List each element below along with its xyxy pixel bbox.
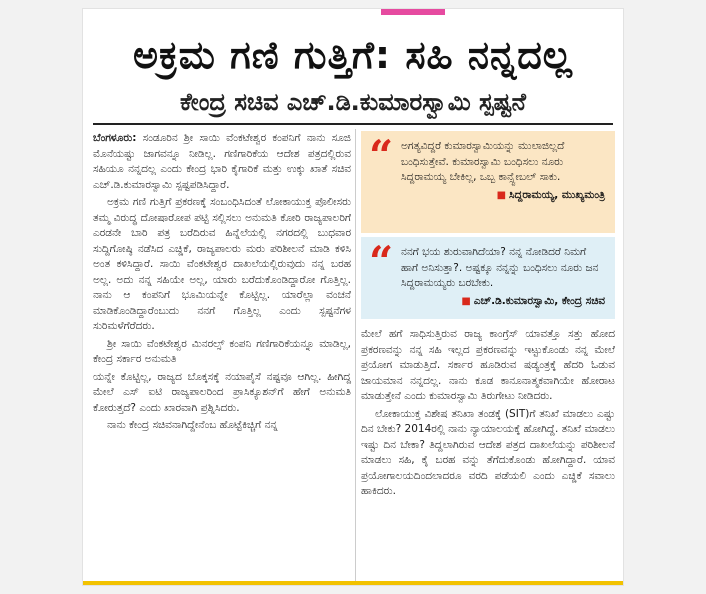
quote-attribution: ■ ಎಚ್.ಡಿ.ಕುಮಾರಸ್ವಾಮಿ, ಕೇಂದ್ರ ಸಚಿವ bbox=[461, 294, 605, 307]
paragraph: ನಾನು ಕೇಂದ್ರ ಸಚಿವನಾಗಿದ್ದೇನೆಂಬ ಹೊಟ್ಟೆಕಿಚ್ಚಿಗೆ ನನ್ನ bbox=[107, 419, 278, 431]
pull-quote-siddaramaiah bbox=[361, 131, 615, 233]
paragraph-text: ಸಂಡೂರಿನ ಶ್ರೀ ಸಾಯಿ ವೆಂಕಟೇಶ್ವರ ಕಂಪನಿಗೆ ನಾನು ಸೂಜಿ ಮೊನೆಯಷ್ಟು ಜಾಗವನ್ನೂ ನೀಡಿಲ್ಲ. ಗಣಿಗಾರಿಕೆಯ ಆದೇಶ ಪತ್ರದಲ್ಲಿರುವ ಸಹಿಯೂ ನನ್ನದಲ್ಲ ಎಂದು ಕೇಂದ್ರ ಭಾರಿ ಕೈಗಾರಿಕೆ ಮತ್ತು ಉಕ್ಕು ಖಾತೆ ಸಚಿವ ಎಚ್.ಡಿ.ಕುಮಾರಸ್ವಾಮಿ ಸ್ಪಷ್ಟಪಡಿಸಿದ್ದಾರೆ. bbox=[93, 132, 351, 191]
quote-text: ಅಗತ್ಯವಿದ್ದರೆ ಕುಮಾರಸ್ವಾಮಿಯನ್ನು ಮುಲಾಜಿಲ್ಲದೆ ಬಂಧಿಸುತ್ತೇವೆ. ಕುಮಾರಸ್ವಾಮಿ ಬಂಧಿಸಲು ನೂರು ಸಿದ್ದರಾಮಯ್ಯ ಬೇಕಿಲ್ಲ, ಒಬ್ಬ ಕಾನ್ಸ್ಟೇಬಲ್ ಸಾಕು. bbox=[401, 140, 565, 183]
header-rule bbox=[93, 123, 613, 125]
top-color-bar bbox=[381, 9, 445, 15]
dateline: ಬೆಂಗಳೂರು: bbox=[93, 132, 137, 144]
newspaper-clipping bbox=[82, 8, 624, 586]
paragraph: ಲೋಕಾಯುಕ್ತ ವಿಶೇಷ ತನಿಖಾ ತಂಡಕ್ಕೆ (SIT)ಗೆ ತನಿಖೆ ಮಾಡಲು ಎಷ್ಟು ದಿನ ಬೇಕು? 2014ರಲ್ಲಿ ನಾನು ನ್ಯಾಯಾಲಯಕ್ಕೆ ಹೋಗಿದ್ದೆ. ತನಿಖೆ ಮಾಡಲು ಇಷ್ಟು ದಿನ ಬೇಕಾ? ತಿದ್ದಲಾಗಿರುವ ಆದೇಶ ಪತ್ರದ ದಾಖಲೆಯನ್ನು ಪರಿಶೀಲನೆ ಮಾಡಲು ಸಹಿ, ಕೈ ಬರಹ ವನ್ನು ತೆಗೆದುಕೊಂಡು ಹೋಗಿದ್ದಾರೆ. ಯಾವ ಪ್ರಯೋಗಾಲಯದಿಂದಲಾದರೂ ವರದಿ ಪಡೆಯಲಿ ಎಂದು ಎಚ್ಡಿಕೆ ಸವಾಲು ಹಾಕಿದರು. bbox=[361, 407, 615, 497]
headline: ಅಕ್ರಮ ಗಣಿ ಗುತ್ತಿಗೆ: ಸಹಿ ನನ್ನದಲ್ಲ bbox=[133, 33, 573, 77]
quote-text: ನನಗೆ ಭಯ ಶುರುವಾಗಿದೆಯಾ? ನನ್ನ ನೋಡಿದರೆ ನಿಮಗೆ ಹಾಗೆ ಅನಿಸುತ್ತಾ?. ಅಷ್ಟಕ್ಕೂ ನನ್ನನ್ನು ಬಂಧಿಸಲು ನೂರು ಜನ ಸಿದ್ದರಾಮಯ್ಯರು ಬರಬೇಕು. bbox=[401, 246, 599, 289]
paragraph: ಅಕ್ರಮ ಗಣಿ ಗುತ್ತಿಗೆ ಪ್ರಕರಣಕ್ಕೆ ಸಂಬಂಧಿಸಿದಂತೆ ಲೋಕಾಯುಕ್ತ ಪೊಲೀಸರು ತಮ್ಮ ವಿರುದ್ಧ ದೋಷಾರೋಪ ಪಟ್ಟಿ ಸಲ್ಲಿಸಲು ಅನುಮತಿ ಕೋರಿ ರಾಜ್ಯಪಾಲರಿಗೆ ಎರಡನೇ ಬಾರಿ ಪತ್ರ ಬರೆದಿರುವ ಹಿನ್ನೆಲೆಯಲ್ಲಿ ನಗರದಲ್ಲಿ ಬುಧವಾರ ಸುದ್ದಿಗೋಷ್ಠಿ ನಡೆಸಿದ ಎಚ್ಡಿಕೆ, ರಾಜ್ಯಪಾಲರು ಮರು ಪರಿಶೀಲನೆ ಮಾಡಿ ಕಳಿಸಿ ಅಂತ ಕಳಿಸಿದ್ದಾರೆ. ಸಾಯಿ ವೆಂಕಟೇಶ್ವರ ದಾಖಲೆಯಲ್ಲಿರುವುದು ನನ್ನ ಬರಹ ಅಲ್ಲ. ಅದು ನನ್ನ ಸಹಿಯೇ ಅಲ್ಲ, ಯಾರು ಬರೆದುಕೊಂಡಿದ್ದಾರೋ ಗೊತ್ತಿಲ್ಲ. ನಾನು ಆ ಕಂಪನಿಗೆ ಭೂಮಿಯನ್ನೇ ಕೊಟ್ಟಿಲ್ಲ. ಯಾರೆಲ್ಲಾ ವಂಚನೆ ಮಾಡಿಕೊಂಡಿದ್ದಾರೆಂಬುದು ನನಗೆ ಗೊತ್ತಿಲ್ಲ ಎಂದು ಸ್ಪಷ್ಟನೆಗಳ ಸುರಿಮಳೆಗೆರೆದರು. bbox=[93, 196, 351, 332]
paragraph: ಯನ್ನೇ ಕೊಟ್ಟಿಲ್ಲ, ರಾಜ್ಯದ ಬೊಕ್ಕಸಕ್ಕೆ ನಯಾಪೈಸೆ ನಷ್ಟವೂ ಆಗಿಲ್ಲ. ಹೀಗಿದ್ದ ಮೇಲೆ ಎಸ್ ಐಟಿ ರಾಜ್ಯಪಾಲರಿಂದ ಪ್ರಾಸಿಕ್ಯೂಶನ್‌ಗೆ ಹೇಗೆ ಅನುಮತಿ ಕೋರುತ್ತದೆ? ಎಂದು ಖಾರವಾಗಿ ಪ್ರಶ್ನಿಸಿದರು. bbox=[93, 370, 351, 414]
article-column-right bbox=[361, 327, 615, 502]
column-divider bbox=[355, 129, 356, 581]
lead-paragraph bbox=[93, 131, 351, 193]
quote-attribution: ■ ಸಿದ್ದರಾಮಯ್ಯ, ಮುಖ್ಯಮಂತ್ರಿ bbox=[496, 188, 605, 201]
article-column-left bbox=[93, 131, 351, 436]
bottom-color-band bbox=[83, 581, 623, 585]
subheadline: ಕೇಂದ್ರ ಸಚಿವ ಎಚ್.ಡಿ.ಕುಮಾರಸ್ವಾಮಿ ಸ್ಪಷ್ಟನೆ bbox=[180, 88, 526, 116]
bullet-square-icon: ■ bbox=[496, 189, 507, 201]
pull-quote-kumaraswamy bbox=[361, 237, 615, 319]
paragraph: ಶ್ರೀ ಸಾಯಿ ವೆಂಕಟೇಶ್ವರ ಮಿನರಲ್ಸ್ ಕಂಪನಿ ಗಣಿಗಾರಿಕೆಯನ್ನೂ ಮಾಡಿಲ್ಲ, ಕೇಂದ್ರ ಸರ್ಕಾರ ಅನುಮತಿ bbox=[93, 337, 351, 365]
quote-mark-icon: “ bbox=[369, 237, 394, 286]
quote-mark-icon: “ bbox=[369, 131, 394, 180]
paragraph: ಮೇಲೆ ಹಗೆ ಸಾಧಿಸುತ್ತಿರುವ ರಾಜ್ಯ ಕಾಂಗ್ರೆಸ್ ಯಾವತ್ತೊ ಸತ್ತು ಹೋದ ಪ್ರಕರಣವನ್ನು ನನ್ನ ಸಹಿ ಇಲ್ಲದ ಪ್ರಕರಣವನ್ನು ಇಟ್ಟುಕೊಂಡು ನನ್ನ ಮೇಲೆ ಪ್ರಯೋಗ ಮಾಡುತ್ತಿದೆ. ಸರ್ಕಾರ ಹೂಡಿರುವ ಷಡ್ಯಂತ್ರಕ್ಕೆ ಹೆದರಿ ಓಡುವ ಜಾಯಮಾನ ನನ್ನದಲ್ಲ. ನಾನು ಕೂಡ ಕಾನೂನಾತ್ಮಕವಾಗಿಯೇ ಹೋರಾಟ ಮಾಡುತ್ತೇನೆ ಎಂದು ಕುಮಾರಸ್ವಾಮಿ ತಿರುಗೇಟು ನೀಡಿದರು. bbox=[361, 328, 615, 402]
bullet-square-icon: ■ bbox=[461, 295, 471, 307]
